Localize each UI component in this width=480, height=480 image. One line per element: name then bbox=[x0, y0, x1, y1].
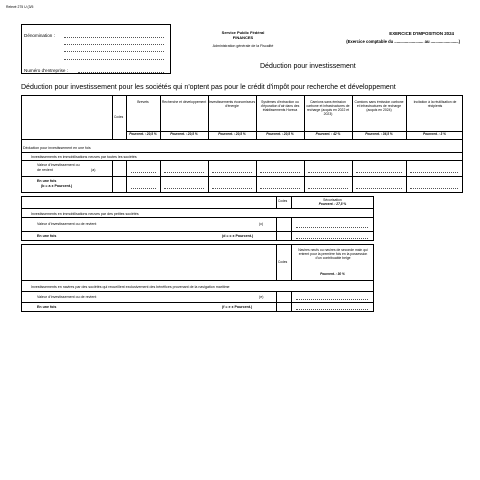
denomination-field-line-3[interactable] bbox=[64, 51, 164, 52]
exercise-title: EXERCICE D'IMPOSITION 2024 bbox=[389, 31, 454, 36]
enterprise-number-label: Numéro d'entreprise : bbox=[24, 68, 69, 73]
row-e-letter: (e) bbox=[259, 295, 264, 299]
subsection-label-2: Investissements en immobilisations neuves par des petites sociétés bbox=[31, 212, 139, 216]
input-c[interactable] bbox=[296, 227, 368, 228]
enterprise-number-field[interactable] bbox=[78, 72, 164, 73]
col-horeca-rate: Pourcent. : 20,5 % bbox=[266, 132, 294, 136]
subsection-label: Investissements en immobilisations neuves par toutes les sociétés bbox=[31, 155, 137, 159]
input-b-reuse[interactable] bbox=[410, 188, 458, 189]
input-a-energy[interactable] bbox=[212, 172, 252, 173]
col-ships-label: Navires neufs ou navires de seconde main qui entrent pour la première fois en la possession d'un contribuable belge bbox=[298, 248, 368, 261]
onetime-label-3: En une fois bbox=[37, 305, 57, 309]
col-trucks-2024-label: Camions sans émission carbone et infrastructures de recharge (acquis en 2024) bbox=[354, 100, 404, 113]
col-rd-label: Recherche et développement bbox=[161, 100, 207, 104]
codes-header: Codes bbox=[114, 115, 124, 119]
value-label-e: Valeur d'investissement ou de revient bbox=[37, 295, 97, 299]
denomination-field-line-4[interactable] bbox=[64, 59, 164, 60]
col-brevets-label: Brevets bbox=[137, 100, 149, 104]
col-rd-rate: Pourcent. : 20,5 % bbox=[170, 132, 198, 136]
input-e[interactable] bbox=[296, 299, 368, 300]
onetime-formula-2: (d = c x Pourcent.) bbox=[222, 234, 254, 238]
section-label: Déduction pour investissement en une fois bbox=[23, 146, 91, 150]
col-energy-label: Investissements économiseurs d'énergie bbox=[208, 100, 256, 109]
codes-header-3: Codes bbox=[278, 260, 288, 264]
col-ships-rate: Pourcent. : 30 % bbox=[320, 272, 345, 276]
value-label-2: de revient bbox=[37, 168, 53, 172]
col-reuse-label: Incitation à la réutilisation de récipients bbox=[413, 100, 457, 109]
col-security-label: Sécurisation bbox=[323, 198, 342, 202]
col-horeca-label: Systèmes d'extraction ou d'épuration d'air dans des établissements Horeca bbox=[260, 100, 300, 113]
onetime-formula-3: (f = e x Pourcent.) bbox=[222, 305, 253, 309]
col-trucks-2024-rate: Pourcent. : 36,5 % bbox=[365, 132, 393, 136]
col-reuse-rate: Pourcent. : 3 % bbox=[422, 132, 447, 136]
row-c-letter: (c) bbox=[259, 222, 264, 226]
col-security-rate: Pourcent. : 27,5 % bbox=[318, 202, 347, 206]
codes-header-2: Codes bbox=[278, 199, 288, 203]
input-a-rd[interactable] bbox=[164, 172, 204, 173]
input-f[interactable] bbox=[296, 309, 368, 310]
col-trucks-2022-rate: Pourcent. : 42 % bbox=[315, 132, 341, 136]
input-a-reuse[interactable] bbox=[410, 172, 458, 173]
exercise-period: (Exercice comptable du ......................... au ........................) bbox=[346, 39, 460, 44]
service-line-1: Service Public Fédéral bbox=[221, 30, 265, 35]
denomination-label: Dénomination : bbox=[24, 33, 55, 38]
input-d[interactable] bbox=[296, 238, 368, 239]
input-a-trucks-2022[interactable] bbox=[308, 172, 348, 173]
input-a-trucks-2024[interactable] bbox=[356, 172, 402, 173]
col-brevets-rate: Pourcent. : 20,5 % bbox=[129, 132, 157, 136]
form-reference: Relevé 275 U (3/5 bbox=[6, 5, 34, 9]
input-b-horeca[interactable] bbox=[260, 188, 300, 189]
input-b-brevets[interactable] bbox=[131, 188, 156, 189]
col-energy-rate: Pourcent. : 20,5 % bbox=[218, 132, 246, 136]
onetime-label: En une fois bbox=[37, 179, 57, 183]
main-title: Déduction pour investissement pour les sociétés qui n'optent pas pour le crédit d'impôt pour recherche et développement bbox=[21, 84, 396, 91]
input-b-rd[interactable] bbox=[164, 188, 204, 189]
page-title: Déduction pour investissement bbox=[260, 63, 356, 70]
subsection-label-3: Investissements en navires par des sociétés qui recueillent exclusivement des bénéfices provenant de la navigation maritime bbox=[31, 285, 230, 289]
service-line-3: Administration générale de la Fiscalité bbox=[212, 44, 274, 48]
value-label-1: Valeur d'investissement ou bbox=[37, 163, 80, 167]
col-trucks-2022-label: Camions sans émission carbone et infrastructures de recharge (acquis en 2022 et 2023) bbox=[306, 100, 350, 117]
onetime-formula: (b = a x Pourcent.) bbox=[41, 184, 73, 188]
row-a-letter: (a) bbox=[91, 168, 96, 172]
input-b-energy[interactable] bbox=[212, 188, 252, 189]
onetime-label-2: En une fois bbox=[37, 234, 57, 238]
value-label-c: Valeur d'investissement ou de revient bbox=[37, 222, 97, 226]
input-b-trucks-2024[interactable] bbox=[356, 188, 402, 189]
input-a-horeca[interactable] bbox=[260, 172, 300, 173]
input-a-brevets[interactable] bbox=[131, 172, 156, 173]
input-b-trucks-2022[interactable] bbox=[308, 188, 348, 189]
service-line-2: FINANCES bbox=[232, 35, 254, 40]
